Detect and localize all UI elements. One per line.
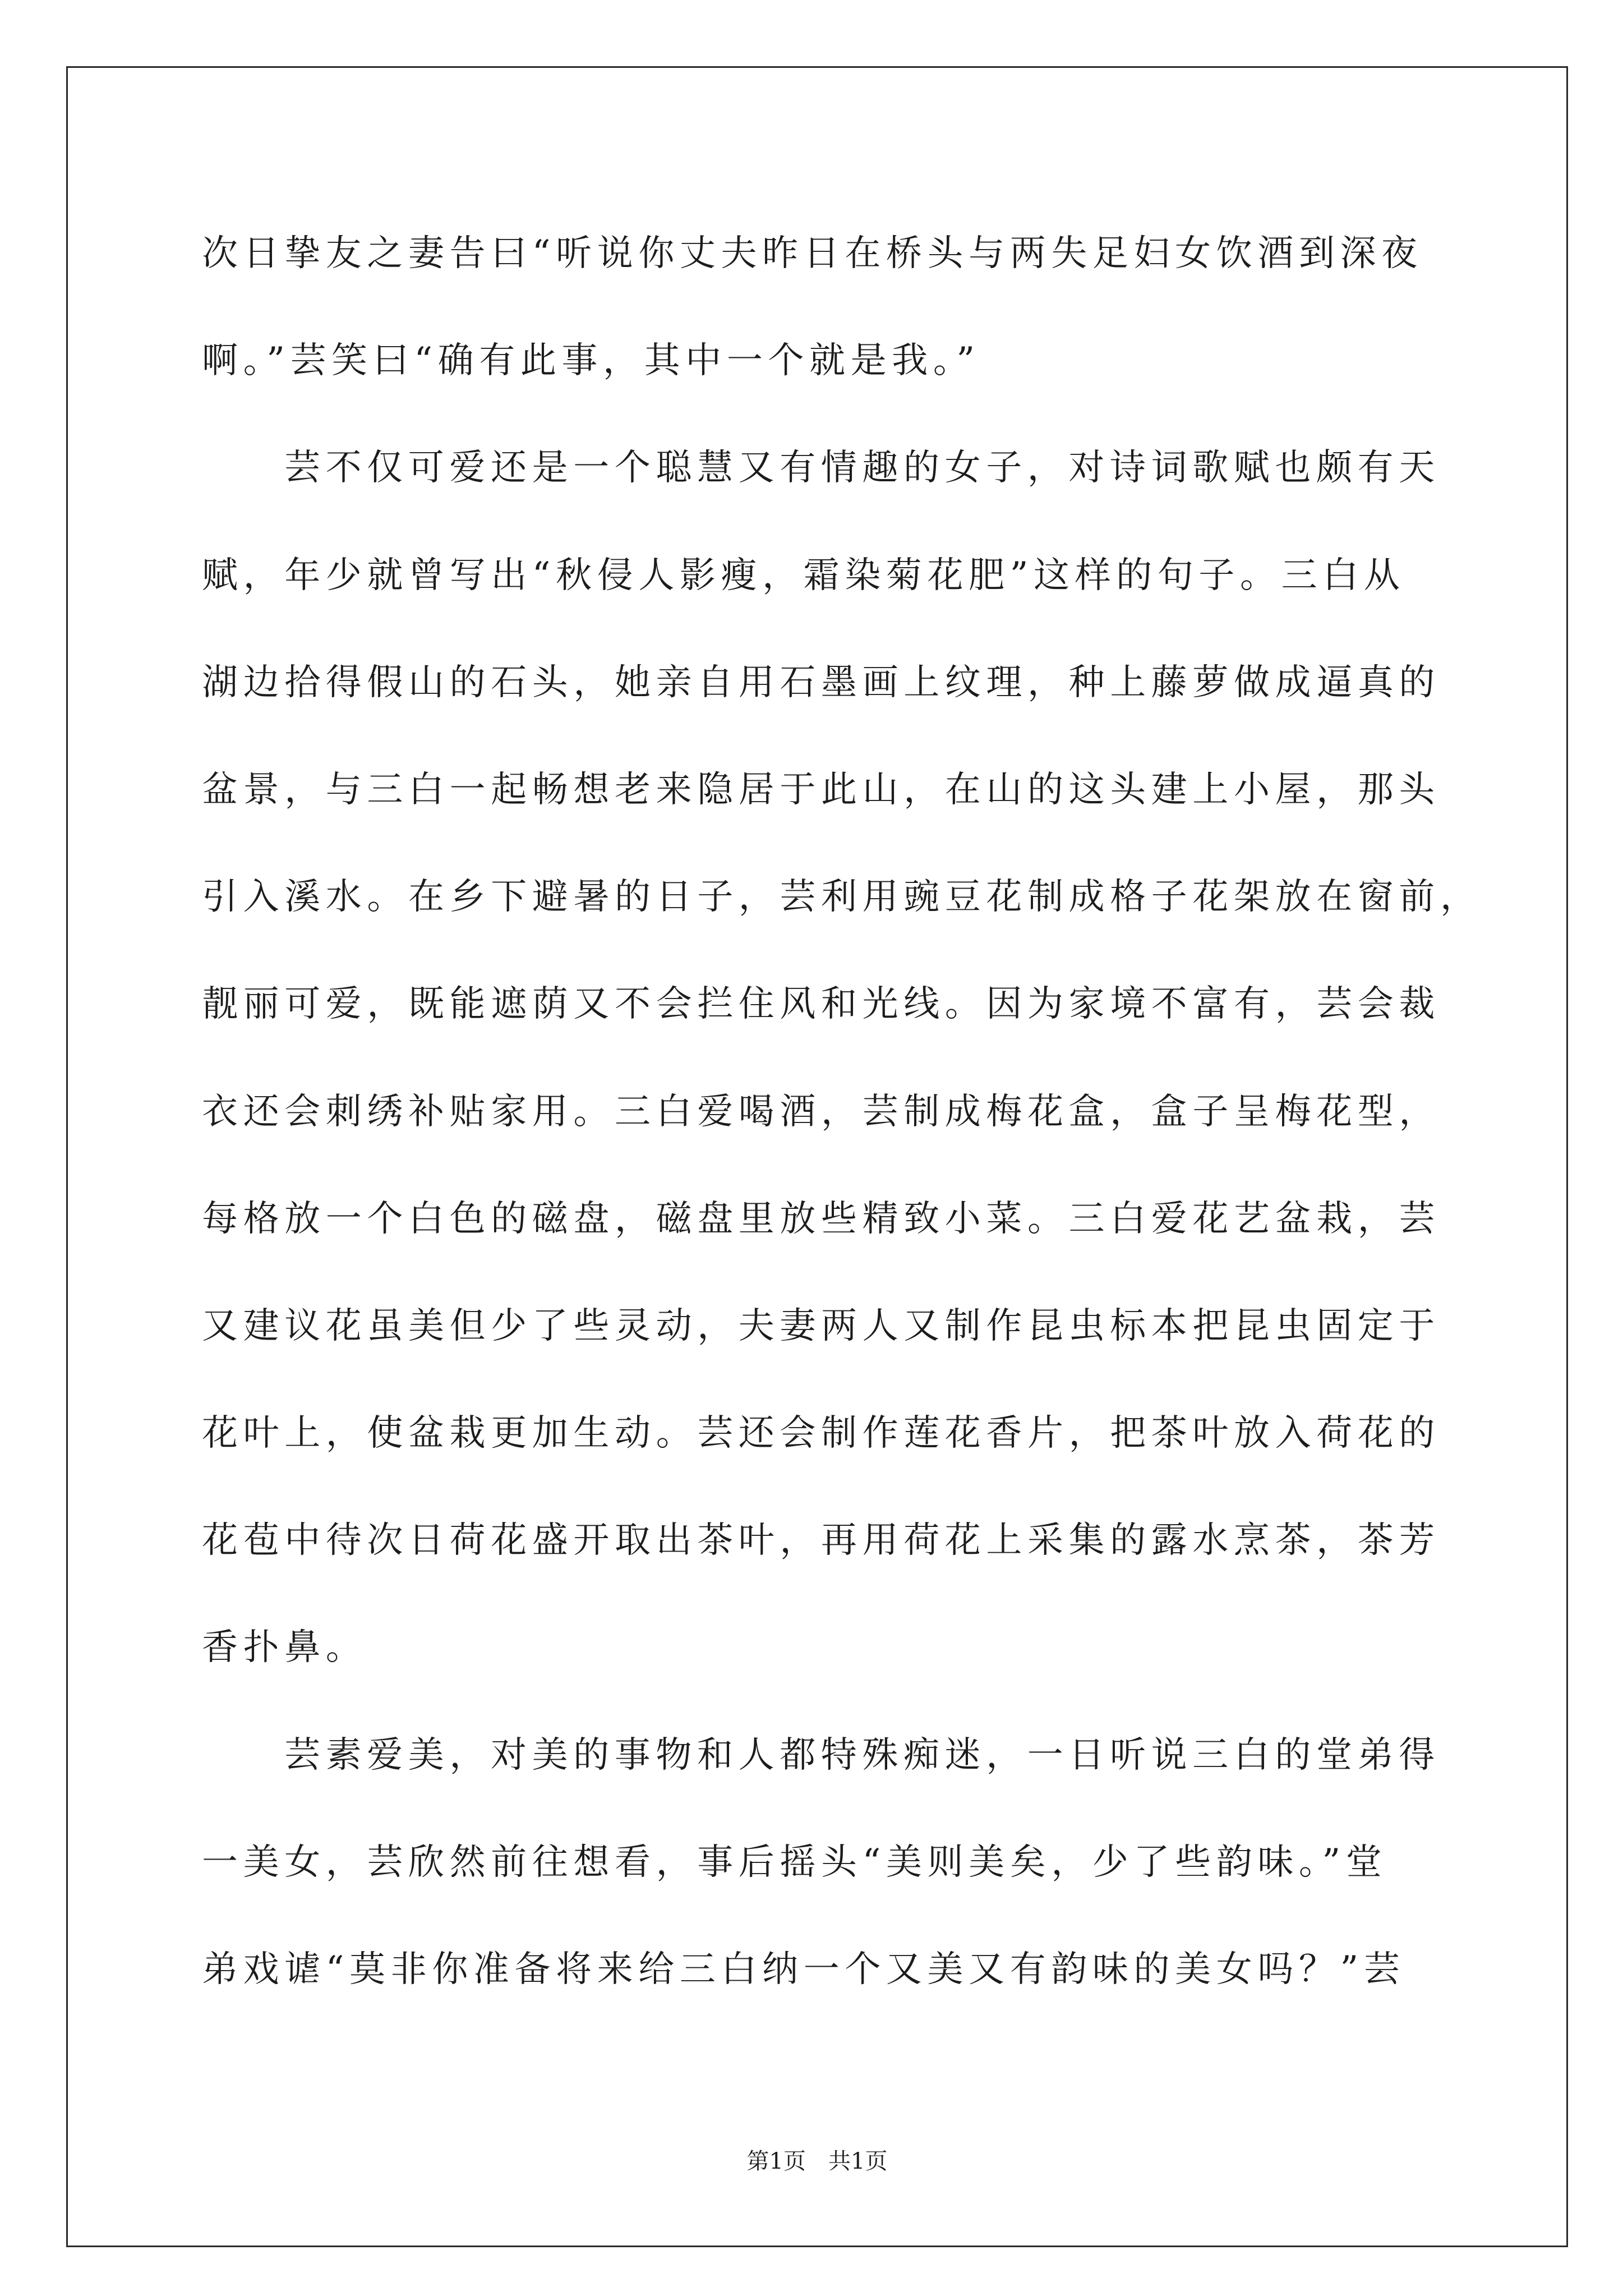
text-line: 一美女，芸欣然前往想看，事后摇头“美则美矣，少了些韵味。”堂: [202, 1841, 1387, 1883]
text-line: 花叶上，使盆栽更加生动。芸还会制作莲花香片，把茶叶放入荷花的: [202, 1412, 1440, 1455]
text-line: 弟戏谑“莫非你准备将来给三白纳一个又美又有韵味的美女吗？”芸: [202, 1949, 1405, 1990]
text-line: 又建议花虽美但少了些灵动，夫妻两人又制作昆虫标本把昆虫固定于: [202, 1305, 1440, 1347]
paragraph: [202, 200, 1548, 415]
text-line: 盆景，与三白一起畅想老来隐居于此山，在山的这头建上小屋，那头: [202, 769, 1440, 811]
page-footer: 第1页 共1页: [746, 2148, 888, 2174]
text-line: 湖边拾得假山的石头，她亲自用石墨画上纹理，种上藤萝做成逼真的: [202, 661, 1440, 703]
text-line: 引入溪水。在乡下避暑的日子，芸利用豌豆花制成格子花架放在窗前，: [202, 876, 1482, 918]
text-line: 每格放一个白色的磁盘，磁盘里放些精致小菜。三白爱花艺盆栽，芸: [202, 1198, 1440, 1240]
text-line: 次日挚友之妻告曰“听说你丈夫昨日在桥头与两失足妇女饮酒到深夜: [202, 233, 1423, 274]
text-line: 芸不仅可爱还是一个聪慧又有情趣的女子，对诗词歌赋也颇有天: [284, 447, 1440, 489]
paragraph: [202, 415, 1548, 1701]
paragraph: [202, 1702, 1548, 2024]
text-line: 芸素爱美，对美的事物和人都特殊痴迷，一日听说三白的堂弟得: [284, 1734, 1440, 1776]
text-line: 花苞中待次日荷花盛开取出茶叶，再用荷花上采集的露水烹茶，茶芳: [202, 1520, 1440, 1562]
text-line: 赋，年少就曾写出“秋侵人影瘦，霜染菊花肥”这样的句子。三白从: [202, 554, 1405, 596]
text-line: 靓丽可爱，既能遮荫又不会拦住风和光线。因为家境不富有，芸会裁: [202, 983, 1440, 1025]
body-text: [202, 200, 1548, 2023]
text-line: 衣还会刺绣补贴家用。三白爱喝酒，芸制成梅花盒，盒子呈梅花型，: [202, 1091, 1440, 1133]
text-line: 啊。”芸笑曰“确有此事，其中一个就是我。”: [202, 340, 980, 382]
text-line: 香扑鼻。: [202, 1627, 367, 1669]
